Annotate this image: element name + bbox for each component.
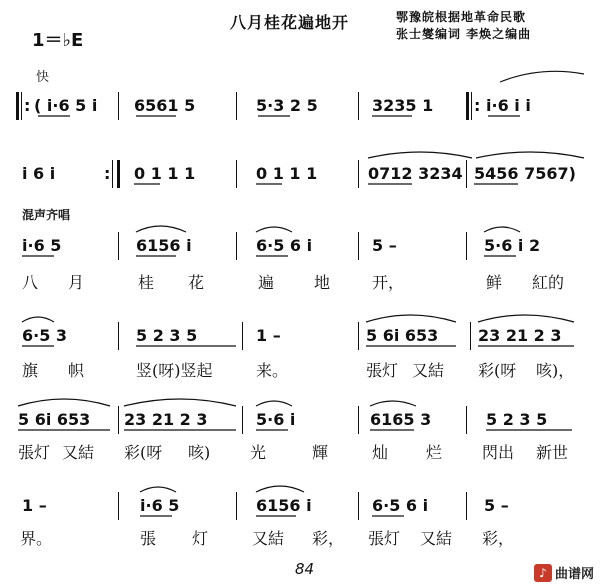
measure: i·6 i i [486, 96, 531, 115]
barline [236, 232, 237, 260]
measure: 1 – [256, 326, 281, 345]
measure: 1 – [22, 496, 47, 515]
lyric: 帜 [68, 361, 85, 380]
section-label: 混声齐唱 [22, 208, 71, 222]
lyric: 光 [250, 443, 267, 462]
end-repeat-barline [117, 160, 120, 188]
repeat-dots: : [474, 96, 481, 115]
lyric: 界。 [20, 529, 53, 548]
lyric: 开， [372, 273, 405, 292]
lyric: 咳)， [536, 361, 575, 380]
lyric: 彩(呀 [124, 443, 163, 462]
barline [118, 92, 119, 120]
score-row-1 [0, 86, 600, 126]
barline [118, 322, 119, 350]
barline [358, 160, 359, 188]
measure: 6·5 6 i [372, 496, 429, 515]
measure: 23 21 2 3 [124, 410, 208, 429]
lyric: 旗 [22, 361, 39, 380]
measure: 0712 3234 [368, 164, 463, 183]
lyric: 又結 [252, 529, 285, 548]
lyrics-row-4 [0, 358, 600, 380]
lyric: 彩， [482, 529, 515, 548]
site-logo [534, 563, 594, 582]
measure: i 6 i [22, 164, 56, 183]
measure: 3235 1 [372, 96, 434, 115]
lyric: 又結 [420, 529, 453, 548]
barline [236, 160, 237, 188]
barline [242, 322, 243, 350]
measure: 5 – [372, 236, 397, 255]
score-row-4 [0, 316, 600, 356]
key-signature: 1＝♭E [32, 30, 84, 51]
lyric: 張 [140, 529, 157, 548]
lyric: 烂 [426, 443, 443, 462]
measure: 6156 i [136, 236, 192, 255]
barline [118, 406, 119, 434]
repeat-dots: : [104, 164, 111, 183]
lyric: 鲜 [486, 273, 503, 292]
barline [118, 492, 119, 520]
measure: 6·5 3 [22, 326, 68, 345]
barline [466, 232, 467, 260]
lyric: 来。 [256, 361, 289, 380]
slur-mark [500, 71, 584, 82]
measure: i·6 5 [140, 496, 180, 515]
lyric: 竖(呀)竖起 [136, 361, 213, 380]
score-row-6 [0, 486, 600, 526]
start-repeat-barline [16, 92, 19, 120]
lyric: 灿 [372, 443, 389, 462]
barline [358, 322, 359, 350]
measure: 5·3 2 5 [256, 96, 318, 115]
barline [358, 406, 359, 434]
barline [21, 92, 22, 120]
barline [236, 492, 237, 520]
measure: 0 1 1 1 [134, 164, 196, 183]
measure: 5 – [484, 496, 509, 515]
credit-origin: 鄂豫皖根据地革命民歌 [396, 10, 527, 24]
barline [470, 322, 471, 350]
song-title: 八月桂花遍地开 [230, 13, 350, 32]
lyric: 又結 [412, 361, 445, 380]
measure: 5 6i 653 [366, 326, 439, 345]
barline [118, 232, 119, 260]
measure: 5·6 i 2 [484, 236, 541, 255]
measure: i·6 5 [22, 236, 62, 255]
measure: 5 2 3 5 [486, 410, 548, 429]
measure: 6·5 6 i [256, 236, 313, 255]
lyric: 張灯 [368, 529, 401, 548]
lyric: 彩， [312, 529, 345, 548]
barline [236, 92, 237, 120]
repeat-dots: : [24, 96, 31, 115]
measure: 5 6i 653 [18, 410, 91, 429]
lyric: 又結 [62, 443, 95, 462]
tempo-marking: 快 [36, 70, 50, 85]
start-repeat-barline [466, 92, 469, 120]
lyric: 灯 [192, 529, 209, 548]
lyric: 彩(呀 [478, 361, 517, 380]
measure: 6561 5 [134, 96, 196, 115]
measure: 23 21 2 3 [478, 326, 562, 345]
score-row-3 [0, 226, 600, 266]
score-row-2 [0, 154, 600, 194]
lyric: 張灯 [366, 361, 399, 380]
score-row-5 [0, 400, 600, 440]
logo-text: 曲谱网 [554, 567, 594, 582]
lyric: 遍 [258, 273, 275, 292]
barline [466, 406, 467, 434]
measure: 5·6 i [256, 410, 296, 429]
barline [358, 492, 359, 520]
barline [358, 92, 359, 120]
lyric: 花 [188, 273, 205, 292]
measure: 5456 7567) [474, 164, 576, 183]
lyric: 桂 [138, 273, 155, 292]
lyric: 張灯 [18, 443, 51, 462]
barline [112, 160, 113, 188]
barline [471, 92, 472, 120]
lyrics-row-3 [0, 270, 600, 292]
lyric: 紅的 [532, 273, 565, 292]
page-number: 84 [295, 560, 315, 578]
barline [466, 492, 467, 520]
music-note-icon: ♪ [534, 564, 552, 582]
credit-authors: 张士燮编词 李焕之编曲 [396, 27, 532, 41]
measure: 0 1 1 1 [256, 164, 318, 183]
lyric: 八 [22, 273, 39, 292]
barline [466, 160, 467, 188]
barline [358, 232, 359, 260]
lyric: 咳) [188, 443, 211, 462]
measure: 6156 i [256, 496, 312, 515]
lyrics-row-6 [0, 526, 600, 548]
measure: ( i·6 5 i [34, 96, 98, 115]
measure: 5 2 3 5 [136, 326, 198, 345]
barline [242, 406, 243, 434]
lyrics-row-5 [0, 440, 600, 462]
lyric: 地 [314, 273, 331, 292]
measure: 6165 3 [370, 410, 432, 429]
lyric: 新世 [536, 443, 569, 462]
lyric: 閃出 [482, 443, 515, 462]
lyric: 輝 [312, 443, 329, 462]
lyric: 月 [68, 273, 85, 292]
